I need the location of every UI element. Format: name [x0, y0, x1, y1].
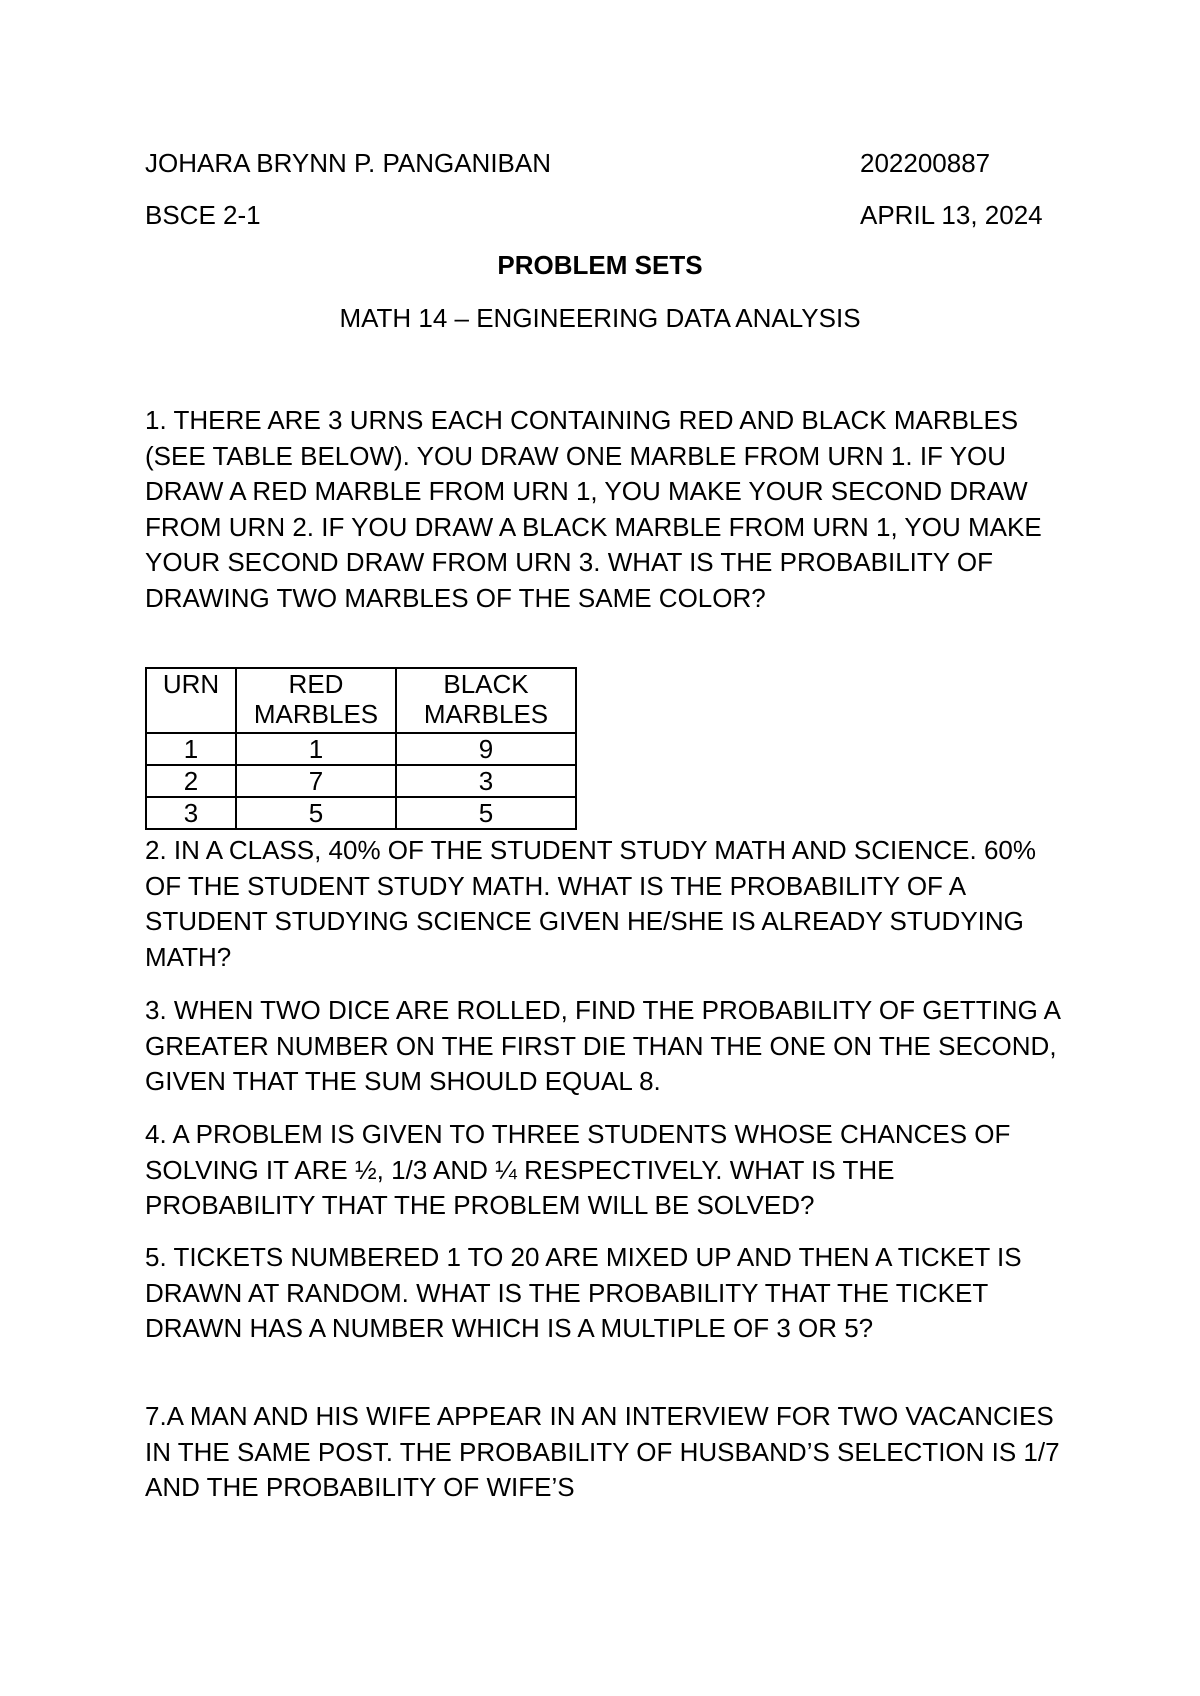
problem-3: 3. WHEN TWO DICE ARE ROLLED, FIND THE PROBABILITY OF GETTING A GREATER NUMBER ON THE FIRST DIE THAN THE ONE ON THE SECOND, GIVEN THAT THE SUM SHOULD EQUAL 8. — [145, 995, 1060, 1096]
problem-4: 4. A PROBLEM IS GIVEN TO THREE STUDENTS WHOSE CHANCES OF SOLVING IT ARE ½, 1/3 AND ¼ RESPECTIVELY. WHAT IS THE PROBABILITY THAT THE PROBLEM WILL BE SOLVED? — [145, 1119, 1011, 1220]
table-header-cell: RED MARBLES — [236, 668, 396, 733]
table-cell: 3 — [146, 797, 236, 829]
table-cell: 5 — [236, 797, 396, 829]
table-header-row — [146, 668, 576, 733]
date: APRIL 13, 2024 — [860, 200, 1043, 230]
page-subtitle: MATH 14 – ENGINEERING DATA ANALYSIS — [339, 303, 861, 333]
table-row — [146, 733, 576, 765]
problem-5: 5. TICKETS NUMBERED 1 TO 20 ARE MIXED UP AND THEN A TICKET IS DRAWN AT RANDOM. WHAT IS THE PROBABILITY THAT THE TICKET DRAWN HAS A NUMBER WHICH IS A MULTIPLE OF 3 OR 5? — [145, 1242, 1022, 1343]
problem-7: 7.A MAN AND HIS WIFE APPEAR IN AN INTERVIEW FOR TWO VACANCIES IN THE SAME POST. THE PROBABILITY OF HUSBAND’S SELECTION IS 1/7 AND THE PROBABILITY OF WIFE’S — [145, 1401, 1060, 1502]
section: BSCE 2-1 — [145, 200, 261, 230]
table-cell: 2 — [146, 765, 236, 797]
problem-1: 1. THERE ARE 3 URNS EACH CONTAINING RED AND BLACK MARBLES (SEE TABLE BELOW). YOU DRAW ONE MARBLE FROM URN 1. IF YOU DRAW A RED MARBLE FROM URN 1, YOU MAKE YOUR SECOND DRAW FROM URN 2. IF YOU DRAW A BLACK MARBLE FROM URN 1, YOU MAKE YOUR SECOND DRAW FROM URN 3. WHAT IS THE PROBABILITY OF DRAWING TWO MARBLES OF THE SAME COLOR? — [145, 405, 1042, 613]
table-row — [146, 797, 576, 829]
table-cell: 5 — [396, 797, 576, 829]
student-id: 202200887 — [860, 148, 991, 178]
problem-2: 2. IN A CLASS, 40% OF THE STUDENT STUDY MATH AND SCIENCE. 60% OF THE STUDENT STUDY MATH. WHAT IS THE PROBABILITY OF A STUDENT STUDYING SCIENCE GIVEN HE/SHE IS ALREADY STUDYING MATH? — [145, 835, 1036, 972]
table-cell: 3 — [396, 765, 576, 797]
urn-table — [145, 667, 577, 830]
student-name: JOHARA BRYNN P. PANGANIBAN — [145, 148, 552, 178]
table-cell: 7 — [236, 765, 396, 797]
table-header-cell: BLACK MARBLES — [396, 668, 576, 733]
table-row — [146, 765, 576, 797]
table-cell: 1 — [236, 733, 396, 765]
table-cell: 9 — [396, 733, 576, 765]
table-cell: 1 — [146, 733, 236, 765]
page-title: PROBLEM SETS — [497, 250, 703, 280]
table-header-cell: URN — [146, 668, 236, 733]
